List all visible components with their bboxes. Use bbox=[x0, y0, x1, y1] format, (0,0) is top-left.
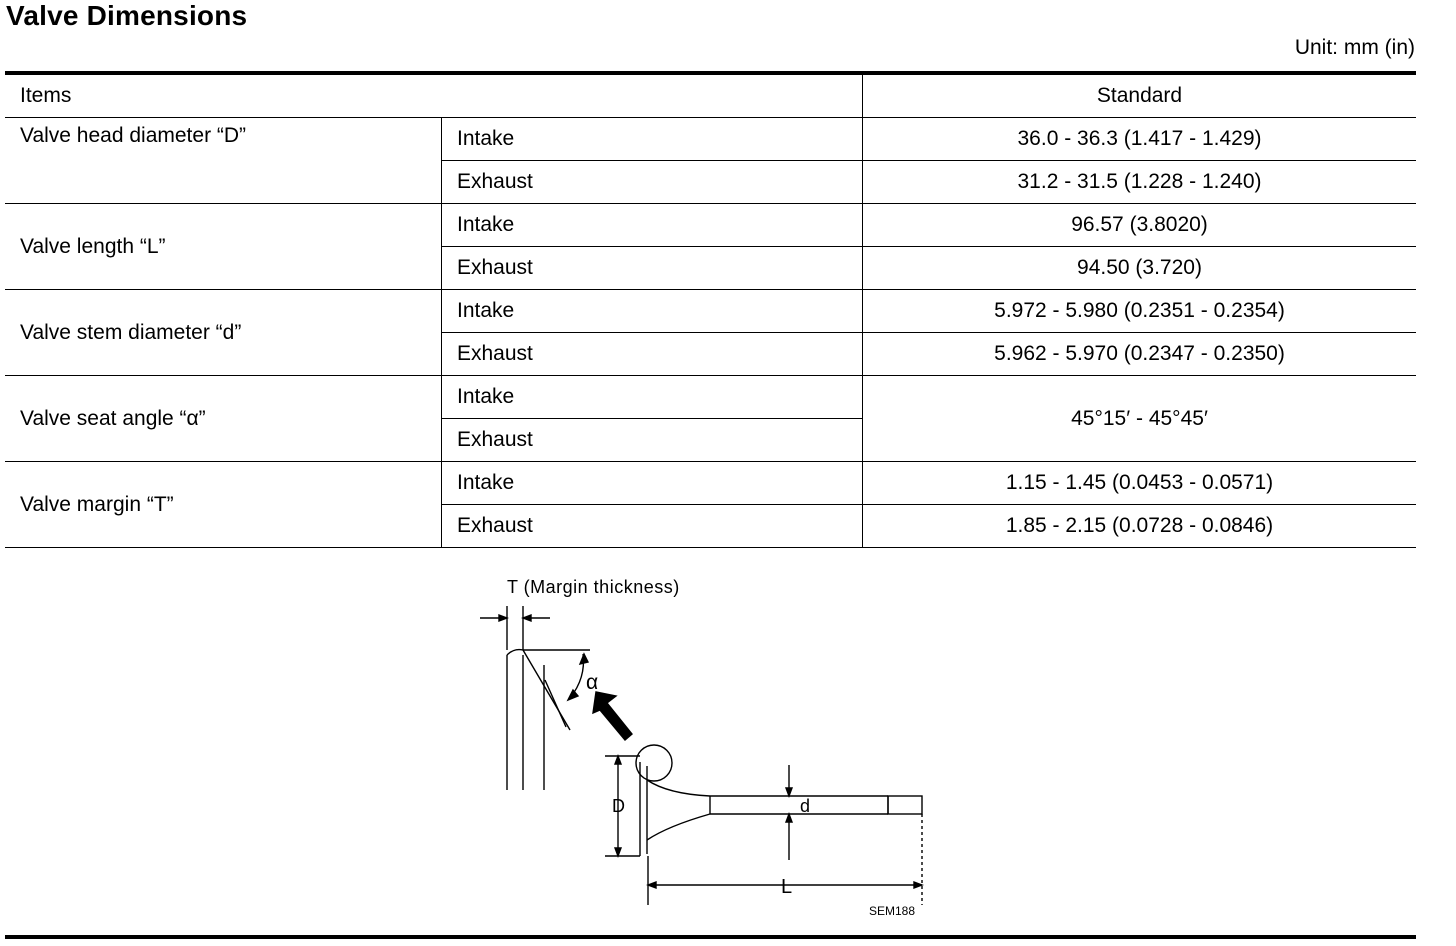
valve-neck-bottom bbox=[647, 814, 710, 840]
row-intake-value: 36.0 - 36.3 (1.417 - 1.429) bbox=[863, 118, 1417, 161]
stem-arrowhead-bottom bbox=[786, 814, 792, 822]
table-row bbox=[5, 462, 1416, 505]
row-intake-value: 96.57 (3.8020) bbox=[863, 204, 1417, 247]
row-exhaust-label: Exhaust bbox=[442, 333, 863, 376]
detail-seat-line bbox=[545, 680, 566, 727]
row-item-label: Valve length “L” bbox=[5, 204, 442, 290]
valve-drawing bbox=[470, 570, 940, 920]
header-standard: Standard bbox=[863, 73, 1417, 118]
stem-diameter-label: d bbox=[800, 796, 811, 816]
valve-dimensions-table bbox=[5, 71, 1416, 548]
table-row bbox=[5, 376, 1416, 419]
stem-arrowhead-top bbox=[786, 788, 792, 796]
detail-seat-face bbox=[523, 650, 570, 730]
row-exhaust-label: Exhaust bbox=[442, 161, 863, 204]
l-arrowhead-left bbox=[648, 882, 656, 888]
valve-diagram bbox=[470, 570, 940, 920]
row-item-label: Valve seat angle “α” bbox=[5, 376, 442, 462]
row-intake-label: Intake bbox=[442, 462, 863, 505]
head-diameter-label: D bbox=[612, 796, 625, 816]
figure-code: SEM188 bbox=[869, 904, 916, 918]
unit-label: Unit: mm (in) bbox=[1294, 36, 1415, 59]
row-intake-value: 1.15 - 1.45 (0.0453 - 0.0571) bbox=[863, 462, 1417, 505]
row-intake-label: Intake bbox=[442, 204, 863, 247]
alpha-arrowhead-top bbox=[580, 654, 588, 664]
row-item-label: Valve stem diameter “d” bbox=[5, 290, 442, 376]
row-exhaust-label: Exhaust bbox=[442, 419, 863, 462]
row-shared-value: 45°15′ - 45°45′ bbox=[863, 376, 1417, 462]
enlarge-arrow-icon bbox=[593, 692, 632, 740]
detail-margin-top bbox=[507, 650, 523, 655]
alpha-label: α bbox=[586, 671, 599, 694]
valve-neck-top bbox=[647, 780, 710, 796]
table-header-row bbox=[5, 73, 1416, 118]
margin-arrowhead-left bbox=[499, 615, 507, 621]
page-title: Valve Dimensions bbox=[6, 0, 248, 31]
row-intake-label: Intake bbox=[442, 376, 863, 419]
row-exhaust-value: 31.2 - 31.5 (1.228 - 1.240) bbox=[863, 161, 1417, 204]
row-exhaust-label: Exhaust bbox=[442, 505, 863, 548]
table-row bbox=[5, 118, 1416, 161]
row-exhaust-value: 5.962 - 5.970 (0.2347 - 0.2350) bbox=[863, 333, 1417, 376]
length-label: L bbox=[781, 876, 793, 898]
row-exhaust-value: 94.50 (3.720) bbox=[863, 247, 1417, 290]
alpha-arrowhead-bottom bbox=[568, 690, 578, 700]
row-exhaust-label: Exhaust bbox=[442, 247, 863, 290]
table-row bbox=[5, 290, 1416, 333]
row-item-label: Valve head diameter “D” bbox=[5, 118, 442, 204]
d-arrowhead-bottom bbox=[615, 848, 621, 856]
row-intake-label: Intake bbox=[442, 290, 863, 333]
row-intake-label: Intake bbox=[442, 118, 863, 161]
header-items: Items bbox=[5, 73, 863, 118]
row-intake-value: 5.972 - 5.980 (0.2351 - 0.2354) bbox=[863, 290, 1417, 333]
l-arrowhead-right bbox=[914, 882, 922, 888]
row-exhaust-value: 1.85 - 2.15 (0.0728 - 0.0846) bbox=[863, 505, 1417, 548]
stem-tip bbox=[888, 796, 922, 814]
bottom-rule bbox=[5, 935, 1416, 939]
margin-thickness-label: T (Margin thickness) bbox=[507, 577, 680, 597]
callout-circle bbox=[636, 745, 672, 781]
margin-arrowhead-right bbox=[523, 615, 531, 621]
row-item-label: Valve margin “T” bbox=[5, 462, 442, 548]
table-row bbox=[5, 204, 1416, 247]
d-arrowhead-top bbox=[615, 756, 621, 764]
